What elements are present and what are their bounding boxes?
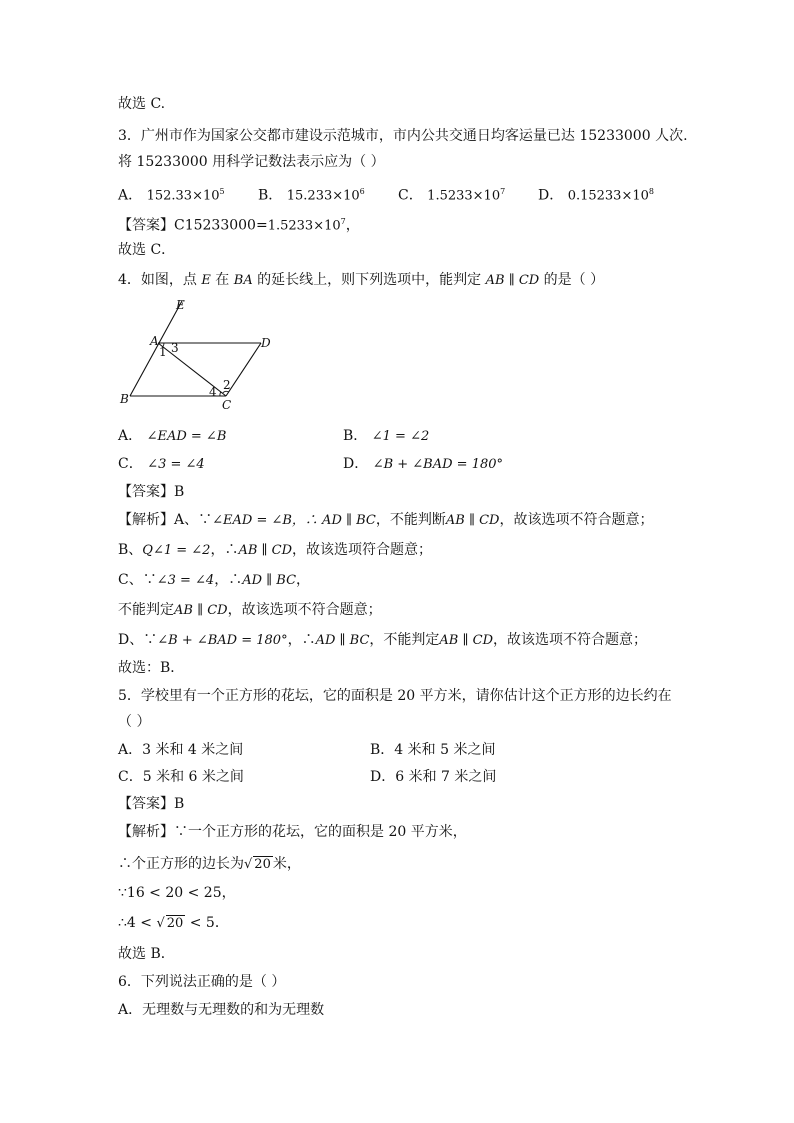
q4-option-c: C． ∠3 = ∠4 [118, 456, 205, 472]
q4-option-a: A． ∠EAD = ∠B [118, 428, 227, 444]
q4-answer: 【答案】B [118, 484, 185, 500]
label-angle-2: 2 [223, 378, 231, 392]
line-cd [226, 343, 261, 396]
parallelogram-diagram [118, 293, 278, 413]
q4-analysis-d: D、∵∠B + ∠BAD = 180°，∴AD ∥ BC，不能判定AB ∥ CD，故该选项不符合题意； [118, 632, 647, 648]
q3-option-d: D． $0.15233\times 10^8$ [538, 187, 654, 204]
q5-answer: 【答案】B [118, 796, 185, 812]
q2-conclusion: 故选 C. [118, 96, 166, 112]
label-angle-3: 3 [171, 341, 179, 355]
q4-option-d: D． ∠B + ∠BAD = 180° [343, 456, 504, 472]
q4-option-b: B． ∠1 = ∠2 [343, 428, 430, 444]
q3-stem-line2: 将 15233000 用科学记数法表示应为（ ） [118, 154, 385, 170]
label-d: D [261, 336, 271, 350]
q5-option-a: A．3 米和 4 米之间 [118, 742, 244, 758]
q5-option-b: B．4 米和 5 米之间 [370, 742, 496, 758]
q3-option-a: A． $152.33\times 10^5$ [118, 187, 225, 204]
label-a: A [150, 334, 159, 348]
label-b: B [120, 392, 129, 406]
q5-analysis-1: 【解析】∵一个正方形的花坛，它的面积是 20 平方米， [118, 824, 467, 840]
q3-option-b: B． $15.233\times 10^6$ [258, 187, 365, 204]
q5-option-c: C．5 米和 6 米之间 [118, 769, 244, 785]
q5-stem-line2: （ ） [118, 714, 151, 730]
q5-stem-line1: 5．学校里有一个正方形的花坛，它的面积是 20 平方米，请你估计这个正方形的边长约在 [118, 688, 672, 704]
label-c: C [222, 398, 232, 412]
label-angle-1: 1 [159, 345, 167, 359]
q6-option-a: A．无理数与无理数的和为无理数 [118, 1002, 325, 1018]
q3-stem-line1: 3．广州市作为国家公交都市建设示范城市，市内公共交通日均客运量已达 15233000 人次. [118, 128, 688, 144]
q6-stem: 6．下列说法正确的是（ ） [118, 974, 286, 990]
q3-answer: 【答案】$C15233000=1.5233\times 10^7$， [118, 217, 360, 234]
label-e: E [176, 298, 185, 312]
q5-option-d: D．6 米和 7 米之间 [370, 769, 497, 785]
q5-analysis-3: ∵16 < 20 < 25， [118, 885, 236, 901]
q5-analysis-4: ∴4 < √ 20 < 5． [118, 915, 229, 931]
label-angle-4: 4 [209, 385, 217, 399]
q4-conclusion: 故选：B． [118, 660, 185, 676]
q3-option-c: C． $1.5233\times 10^7$ [398, 187, 506, 204]
q3-conclusion: 故选 C． [118, 242, 176, 258]
geometry-figure [118, 293, 278, 413]
q4-analysis-a: 【解析】A、∵∠EAD = ∠B，∴ AD ∥ BC，不能判断AB ∥ CD，故该选项不符合题意； [118, 512, 654, 528]
q5-conclusion: 故选 B． [118, 946, 175, 962]
q4-analysis-c: C、∵∠3 = ∠4，∴AD ∥ BC， [118, 572, 311, 588]
q4-analysis-b: B、Q∠1 = ∠2，∴AB ∥ CD，故该选项符合题意； [118, 542, 433, 558]
q5-analysis-2: ∴个正方形的边长为√ 20 米， [118, 856, 301, 872]
q4-stem: 4．如图，点 E 在 BA 的延长线上，则下列选项中，能判定 AB ∥ CD 的是（ ） [118, 272, 605, 288]
q4-analysis-c2: 不能判定AB ∥ CD，故该选项不符合题意； [118, 602, 382, 618]
angle-arc-4 [220, 392, 221, 396]
